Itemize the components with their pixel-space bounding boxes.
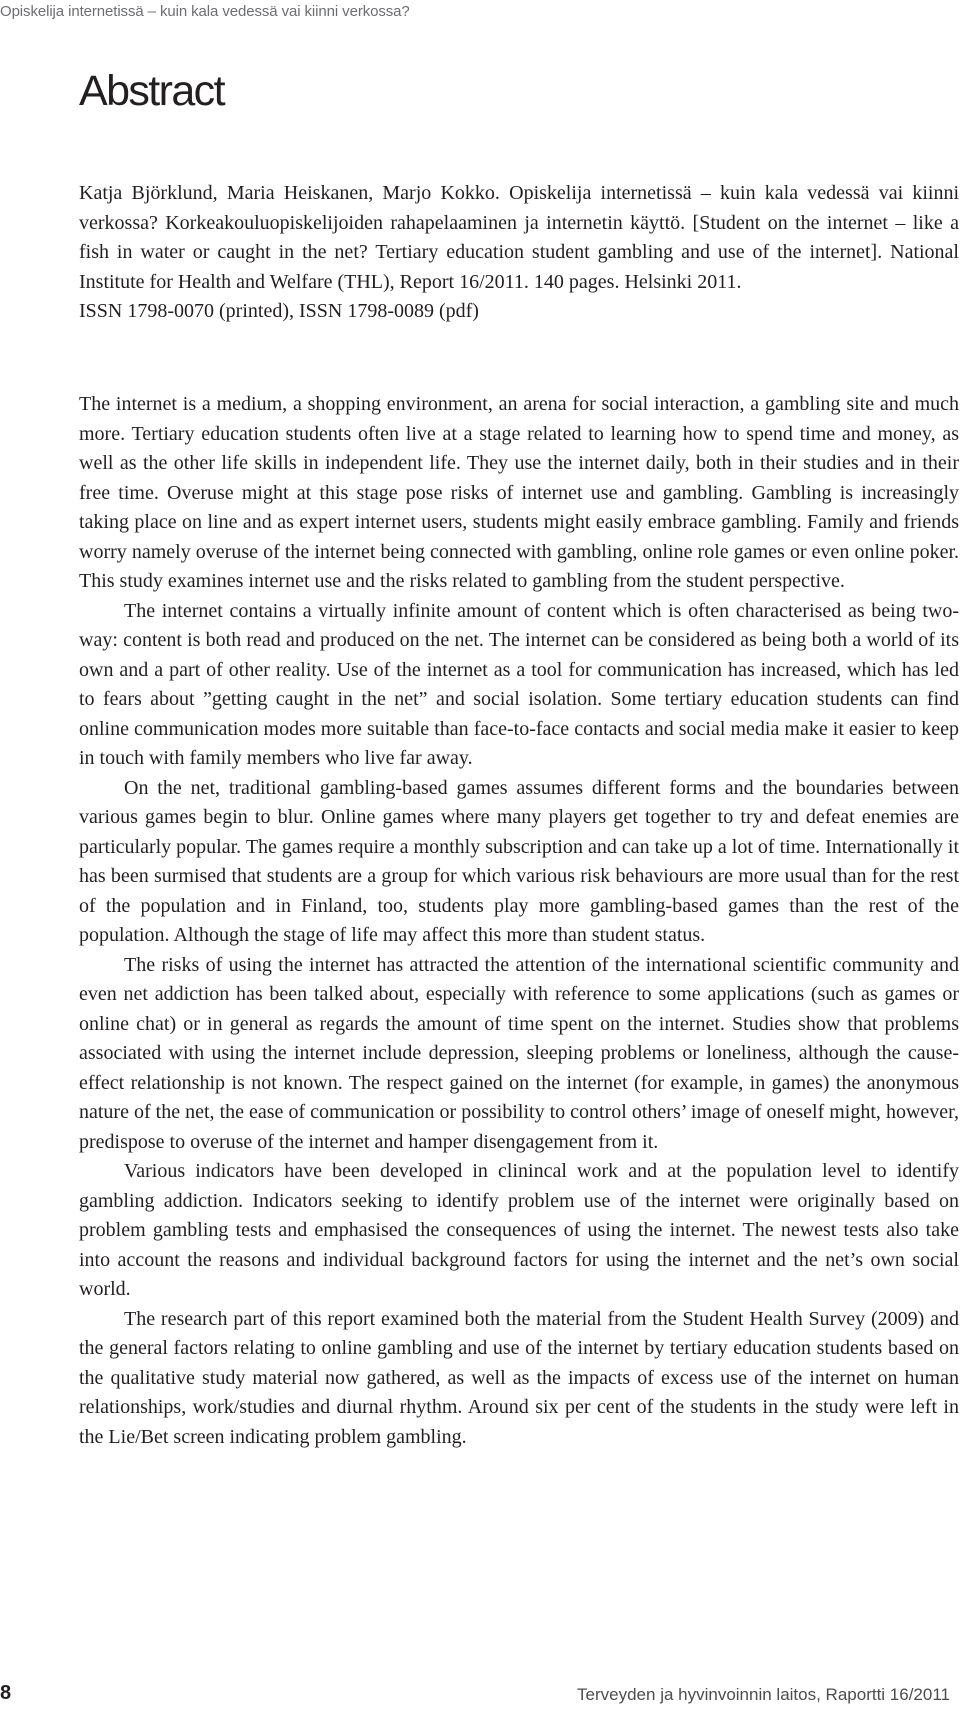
abstract-body <box>79 390 959 1452</box>
running-head: Opiskelija internetissä – kuin kala vedessä vai kiinni verkossa? <box>0 3 410 20</box>
footer-publication: Terveyden ja hyvinvoinnin laitos, Raportti 16/2011 <box>577 1685 950 1704</box>
bibliographic-citation <box>79 179 959 327</box>
abstract-paragraph: The risks of using the internet has attracted the attention of the international scientific community and even net addiction has been talked about, especially with reference to some applications (such as games or online chat) or in general as regards the amount of time spent on the internet. Studies show that problems associated with using the internet include depression, sleeping problems or loneliness, although the cause-effect relationship is not known. The respect gained on the internet (for example, in games) the anonymous nature of the net, the ease of communication or possibility to control others’ image of oneself might, however, predispose to overuse of the internet and hamper disengagement from it. <box>79 953 959 1153</box>
abstract-paragraph: The research part of this report examined both the material from the Student Health Survey (2009) and the general factors relating to online gambling and use of the internet by tertiary education students based on the qualitative study material now gathered, as well as the impacts of excess use of the internet on human relationships, work/studies and diurnal rhythm. Around six per cent of the students in the study were left in the Lie/Bet screen indicating problem gambling. <box>79 1307 959 1448</box>
abstract-paragraph: The internet is a medium, a shopping environment, an arena for social interaction, a gambling site and much more. Tertiary education students often live at a stage related to learning how to spend time and money, as well as the other life skills in independent life. They use the internet daily, both in their studies and in their free time. Overuse might at this stage pose risks of internet use and gambling. Gambling is increasingly taking place on line and as expert internet users, students might easily embrace gambling. Family and friends worry namely overuse of the internet being connected with gambling, online role games or even online poker. This study examines internet use and the risks related to gambling from the student perspective. <box>79 393 959 592</box>
abstract-paragraph: The internet contains a virtually infinite amount of content which is often characterised as being two-way: content is both read and produced on the net. The internet can be considered as being both a world of its own and a part of other reality. Use of the internet as a tool for communication has increased, which has led to fears about ”getting caught in the net” and social isolation. Some tertiary education students can find online communication modes more suitable than face-to-face contacts and social media make it easier to keep in touch with family members who live far away. <box>79 599 959 769</box>
abstract-paragraph: Various indicators have been developed in clinincal work and at the population level to identify gambling addiction. Indicators seeking to identify problem use of the internet were originally based on problem gambling tests and emphasised the consequences of using the internet. The newest tests also take into account the reasons and individual background factors for using the internet and the net’s own social world. <box>79 1160 959 1300</box>
citation-issn: ISSN 1798-0070 (printed), ISSN 1798-0089 (pdf) <box>79 300 479 322</box>
citation-reference: Katja Björklund, Maria Heiskanen, Marjo Kokko. Opiskelija internetissä – kuin kala vedessä vai kiinni verkossa? Korkeakouluopiskelijoiden rahapelaaminen ja internetin käyttö. [Student on the internet – like a fish in water or caught in the net? Tertiary education student gambling and use of the internet]. National Institute for Health and Welfare (THL), Report 16/2011. 140 pages. Helsinki 2011. <box>79 182 959 293</box>
abstract-paragraph: On the net, traditional gambling-based games assumes different forms and the boundaries between various games begin to blur. Online games where many players get together to try and defeat enemies are particularly popular. The games require a monthly subscription and can take up a lot of time. Internationally it has been surmised that students are a group for which various risk behaviours are more usual than for the rest of the population and in Finland, too, students play more gambling-based games than the rest of the population. Although the stage of life may affect this more than student status. <box>79 776 959 946</box>
page-number: 8 <box>0 1682 12 1704</box>
section-title: Abstract <box>79 67 224 115</box>
